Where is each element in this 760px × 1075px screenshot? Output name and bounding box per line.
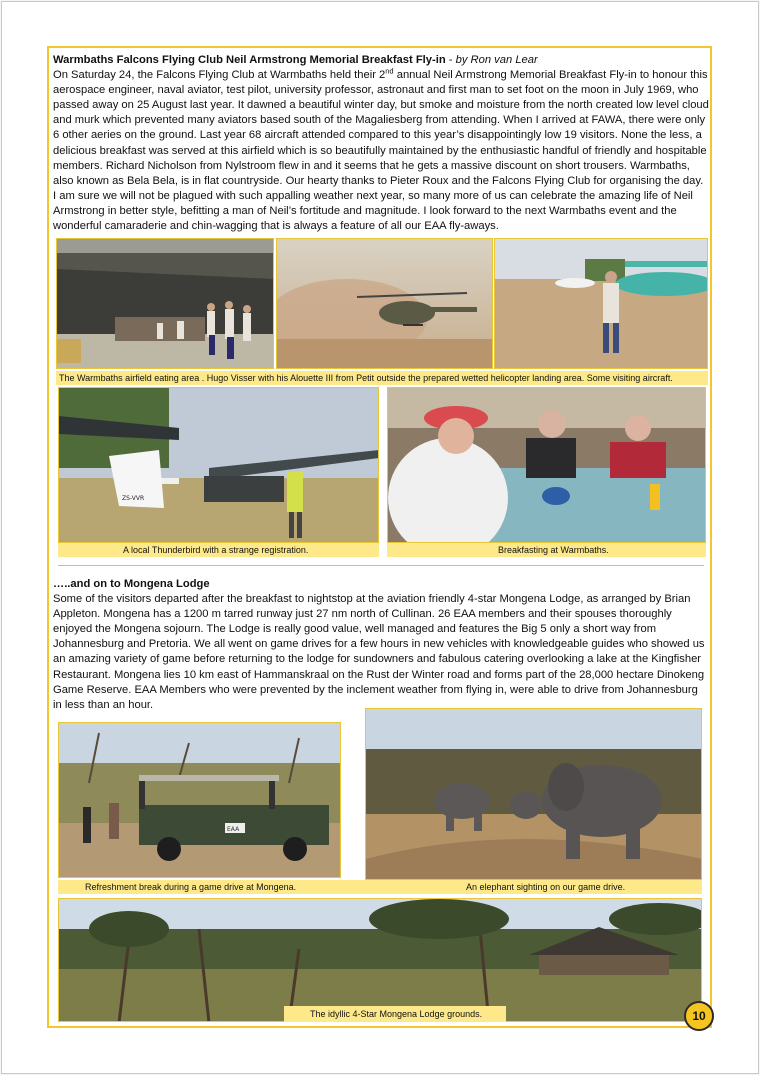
article-warmbaths [53, 53, 709, 234]
article-title: Warmbaths Falcons Flying Club Neil Armstrong Memorial Breakfast Fly-in [53, 54, 446, 66]
byline: by Ron van Lear [455, 54, 538, 66]
caption-thunderbird: A local Thunderbird with a strange registration. [123, 545, 309, 555]
article-mongena-text [53, 577, 709, 713]
aircraft-registration: ZS-VVR [122, 495, 145, 502]
caption-bar-lodge [284, 1006, 506, 1022]
article-mongena [53, 577, 709, 713]
photo-breakfasting [387, 387, 706, 543]
caption-row1: The Warmbaths airfield eating area . Hugo Visser with his Alouette III from Petit outside the prepared wetted helicopter landing area. Some visiting aircraft. [59, 373, 673, 383]
article2-body: Some of the visitors departed after the breakfast to nightstop at the aviation friendly 4-star Mongena Lodge, as arranged by Brian Appleton. Mongena has a 1200 m tarred runway just 27 nm north of Cullinan. 26 EAA members and their spouses thoroughly enjoyed the Mongena sojourn. The Lodge is really good value, well managed and features the Big 5 only a short way from Johannesburg and Pretoria. We all went on game drives for a few hours in new vehicles with knowledgeable guides who showed us an amazing variety of game before returning to the lodge for sundowners and fabulous catering overlooking a lake at the Kingfisher Restaurant. Mongena lies 10 km east of Hammanskraal on the Rust der Winter road and forms part of the 28,000 hectare Dinokeng Game Reserve. EAA Members who were prevented by the inclement weather from flying in, were able to drive from Johannesburg in less than an hour. [53, 593, 705, 711]
caption-breakfasting: Breakfasting at Warmbaths. [498, 545, 609, 555]
caption-bar-row1 [56, 371, 708, 385]
caption-bar-thunderbird [58, 543, 379, 557]
photo-elephants [365, 708, 702, 880]
photo-thunderbird [58, 387, 379, 543]
caption-elephant: An elephant sighting on our game drive. [466, 882, 626, 892]
page-number: 10 [692, 1009, 706, 1023]
caption-bar-row3 [58, 880, 702, 894]
photo-eating-area [56, 238, 274, 369]
article-warmbaths-text [53, 53, 709, 234]
photo-lodge-grounds [58, 898, 702, 1022]
photo-helicopter [276, 238, 493, 369]
vehicle-door-label: EAA [227, 826, 240, 833]
article2-title: …..and on to Mongena Lodge [53, 578, 210, 590]
article-body-part1: On Saturday 24, the Falcons Flying Club at Warmbaths held their 2 [53, 69, 386, 82]
article-body-part2: annual Neil Armstrong Memorial Breakfast Fly-in to honour this aerospace engineer, naval aviator, test pilot, university professor, astronaut and first man to set foot on the moon in July 1969, who passed away on 25 August last year. It dawned a beautiful winter day, but smoke and moisture from the north created low level cloud and murk which prevented many aviators based south of the Magaliesberg from attending. When I arrived at FAWA, there were only 6 other aeries on the ground. Last year 68 aircraft attended compared to this year’s disappointingly low 19 visitors. None the less, a delicious breakfast was served at this airfield which is so beautifully maintained by the enthusiastic handful of friendly and hospitable members. Richard Nicholson from Nylstroom flew in and it seems that he gets a massive discount on short trousers. Warmbaths, also known as Bela Bela, is in flat countryside. Our hearty thanks to Pieter Roux and the Falcons Flying Club for organising the day. I am sure we will not be plagued with such appalling weather next year, so many more of us can celebrate the amazing life of Neil Armstrong in better style, befitting a man of Neil’s fortitude and magnitude. I look forward to the next Warmbaths event and the wonderful camaraderie and chin-wagging that is always a feature of all our EAA fly-aways. [53, 69, 709, 233]
caption-refreshment: Refreshment break during a game drive at Mongena. [85, 882, 297, 892]
caption-lodge: The idyllic 4-Star Mongena Lodge grounds. [310, 1009, 483, 1019]
page-number-badge [684, 1001, 714, 1031]
caption-bar-breakfasting [387, 543, 706, 557]
byline-separator: - [445, 54, 456, 66]
section-divider [58, 565, 704, 566]
photo-game-drive-vehicle [58, 722, 341, 878]
ordinal-suffix: nd [385, 66, 394, 76]
photo-visiting-aircraft [494, 238, 708, 369]
